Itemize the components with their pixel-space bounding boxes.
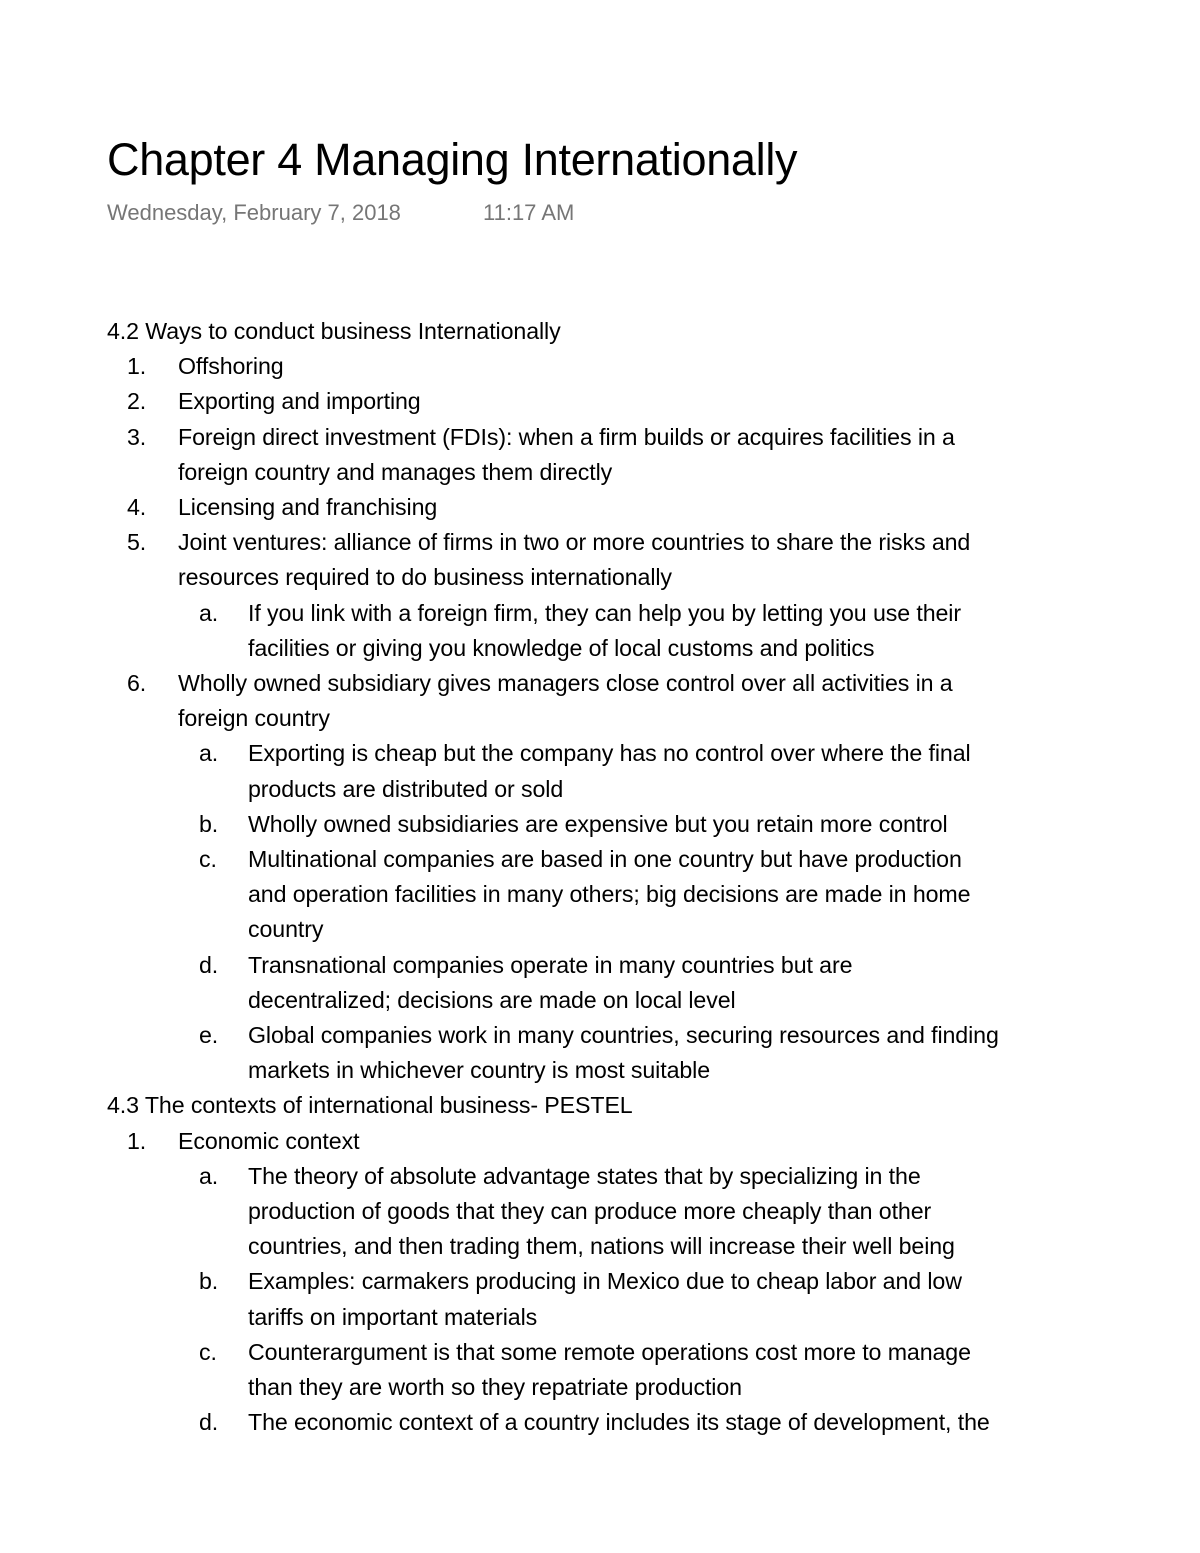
sub-list-item-letter: b.: [199, 810, 219, 837]
list-item-text: Foreign direct investment (FDIs): when a firm builds or acquires facilities in a: [178, 423, 955, 450]
list-item: [107, 1124, 1147, 1159]
list-item-number: 4.: [127, 494, 147, 521]
sub-list-item-text: products are distributed or sold: [248, 775, 564, 802]
sub-list-item-letter: b.: [199, 1268, 219, 1295]
list-item-text: foreign country and manages them directly: [178, 458, 613, 485]
sub-list-item-text: production of goods that they can produce more cheaply than other: [248, 1198, 932, 1225]
notes-content: [107, 314, 1147, 1441]
page-title: Chapter 4 Managing Internationally: [107, 134, 798, 185]
sub-list-item: [107, 1335, 1147, 1405]
sub-list-item-text: and operation facilities in many others; big decisions are made in home: [248, 881, 971, 908]
list-item: [107, 349, 1147, 384]
section-heading: 4.2 Ways to conduct business Internationally: [107, 318, 561, 344]
page-date: Wednesday, February 7, 2018: [107, 200, 401, 225]
sub-list-item-text: Counterargument is that some remote operations cost more to manage: [248, 1338, 971, 1365]
list-item: [107, 490, 1147, 525]
page-meta: [107, 197, 575, 229]
sub-list-item: [107, 1159, 1147, 1265]
sub-list-item-text: Wholly owned subsidiaries are expensive but you retain more control: [248, 810, 948, 837]
list-item-number: 5.: [127, 529, 147, 556]
sub-list-item-text: Multinational companies are based in one country but have production: [248, 846, 962, 873]
sub-list-item: [107, 736, 1147, 806]
sub-list-item-text: than they are worth so they repatriate production: [248, 1374, 742, 1401]
sub-list-item-text: The theory of absolute advantage states that by specializing in the: [248, 1162, 921, 1189]
list-item: [107, 525, 1147, 595]
list-item-number: 6.: [127, 670, 147, 697]
list-item-text: Joint ventures: alliance of firms in two or more countries to share the risks and: [178, 529, 971, 556]
sub-list-item: [107, 948, 1147, 1018]
sub-list-item-letter: a.: [199, 1162, 219, 1189]
list-item: [107, 384, 1147, 419]
list-item: [107, 420, 1147, 490]
page-time: 11:17 AM: [483, 200, 575, 225]
section-heading: 4.3 The contexts of international business- PESTEL: [107, 1092, 633, 1119]
list-item-number: 1.: [127, 353, 147, 380]
sub-list-item-text: Exporting is cheap but the company has no control over where the final: [248, 740, 971, 767]
list-item-number: 2.: [127, 388, 147, 415]
sub-list-item-letter: c.: [199, 1338, 217, 1365]
list-item-text: Wholly owned subsidiary gives managers close control over all activities in a: [178, 670, 953, 697]
sub-list-item: [107, 596, 1147, 666]
list-item-text: Licensing and franchising: [178, 494, 438, 521]
sub-list-item: [107, 807, 1147, 842]
sub-list-item-text: decentralized; decisions are made on local level: [248, 986, 736, 1013]
sub-list-item-text: tariffs on important materials: [248, 1303, 538, 1330]
sub-list-item-text: Examples: carmakers producing in Mexico due to cheap labor and low: [248, 1268, 962, 1295]
sub-list-item-text: markets in whichever country is most suitable: [248, 1057, 711, 1084]
sub-list-item-text: countries, and then trading them, nations will increase their well being: [248, 1233, 955, 1260]
list-item-text: foreign country: [178, 705, 330, 732]
sub-list-item-text: facilities or giving you knowledge of local customs and politics: [248, 634, 875, 661]
sub-list-item-letter: d.: [199, 1409, 219, 1436]
sub-list-item-letter: e.: [199, 1022, 219, 1049]
list-item-text: Economic context: [178, 1127, 360, 1154]
sub-list-item-letter: a.: [199, 599, 219, 626]
sub-list-item-text: The economic context of a country includes its stage of development, the: [248, 1409, 990, 1436]
sub-list-item-text: Transnational companies operate in many countries but are: [248, 951, 853, 978]
sub-list-item: [107, 1264, 1147, 1334]
list-item-text: Exporting and importing: [178, 388, 421, 415]
sub-list-item-letter: d.: [199, 951, 219, 978]
list-item-text: resources required to do business internationally: [178, 564, 672, 591]
sub-list-item-text: Global companies work in many countries, securing resources and finding: [248, 1022, 999, 1049]
list-item-number: 3.: [127, 423, 147, 450]
sub-list-item: [107, 1405, 1147, 1440]
sub-list-item-text: If you link with a foreign firm, they can help you by letting you use their: [248, 599, 961, 626]
list-item-number: 1.: [127, 1127, 147, 1154]
sub-list-item-letter: a.: [199, 740, 219, 767]
sub-list-item: [107, 842, 1147, 948]
list-item: [107, 666, 1147, 736]
sub-list-item-letter: c.: [199, 846, 217, 873]
sub-list-item: [107, 1018, 1147, 1088]
list-item-text: Offshoring: [178, 353, 284, 380]
sub-list-item-text: country: [248, 916, 324, 943]
